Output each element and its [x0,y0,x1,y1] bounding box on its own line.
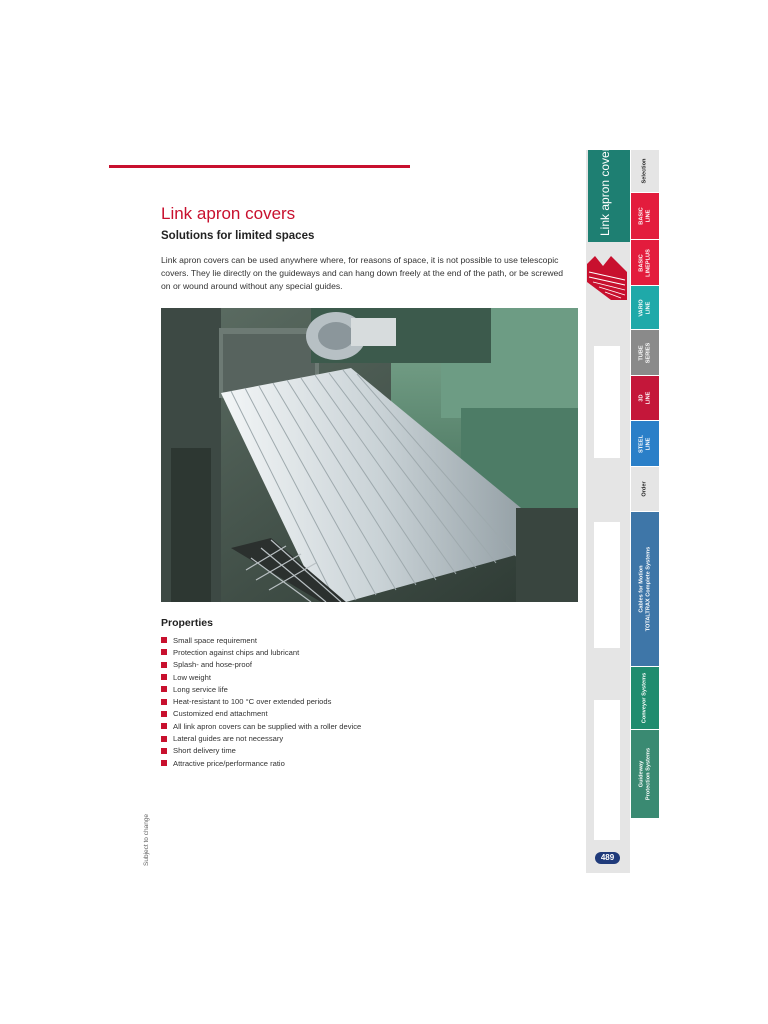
page-number: 489 [595,852,620,864]
sidebar-blank-panel [594,346,620,458]
bullet-square-icon [161,662,167,668]
tab-guideway-protection[interactable]: Guideway Protection Systems [631,730,659,818]
top-rule [109,165,410,168]
bullet-square-icon [161,637,167,643]
sidebar-blank-panel [594,522,620,648]
intro-paragraph: Link apron covers can be used anywhere where, for reasons of space, it is not possible to use telescopic covers. They lie directly on the guideways and can hang down freely at the end of the path, or be screwed on or wound around without any special guides. [161,255,564,291]
property-item: Attractive price/performance ratio [161,757,361,769]
tab-tube-series[interactable]: TUBE SERIES [631,330,659,375]
bullet-square-icon [161,736,167,742]
side-note: Subject to change [143,813,150,866]
page-subtitle: Solutions for limited spaces [161,230,315,242]
page-title: Link apron covers [161,204,296,223]
properties-title: Properties [161,617,213,629]
tab-conveyor-systems[interactable]: Conveyor Systems [631,667,659,729]
property-item: Splash- and hose-proof [161,659,361,671]
tab-basic-line-plus[interactable]: BASIC LINEPLUS [631,240,659,285]
property-item: Low weight [161,671,361,683]
tab-selection[interactable]: Selection [631,150,659,192]
bullet-square-icon [161,686,167,692]
tab-cables-for-motion[interactable]: Cables for Motion TOTALTRAX Complete Systems [631,512,659,666]
bullet-square-icon [161,748,167,754]
property-item: Small space requirement [161,634,361,646]
tab-3d-line[interactable]: 3D LINE [631,376,659,420]
property-item: All link apron covers can be supplied with a roller device [161,720,361,732]
property-item: Short delivery time [161,745,361,757]
property-item: Lateral guides are not necessary [161,732,361,744]
machine-photo [161,308,578,602]
bullet-square-icon [161,723,167,729]
tab-steel-line[interactable]: STEEL LINE [631,421,659,466]
brand-logo-icon [587,252,627,302]
properties-list [161,634,361,769]
property-item: Long service life [161,683,361,695]
property-item: Heat-resistant to 100 °C over extended periods [161,695,361,707]
tab-basic-line[interactable]: BASIC LINE [631,193,659,239]
tab-order[interactable]: Order [631,467,659,511]
bullet-square-icon [161,699,167,705]
bullet-square-icon [161,711,167,717]
sidebar-blank-panel [594,700,620,840]
bullet-square-icon [161,760,167,766]
bullet-square-icon [161,649,167,655]
chapter-title: Link apron covers [598,141,612,236]
property-item: Protection against chips and lubricant [161,646,361,658]
tab-vario-line[interactable]: VARIO LINE [631,286,659,329]
bullet-square-icon [161,674,167,680]
property-item: Customized end attachment [161,708,361,720]
